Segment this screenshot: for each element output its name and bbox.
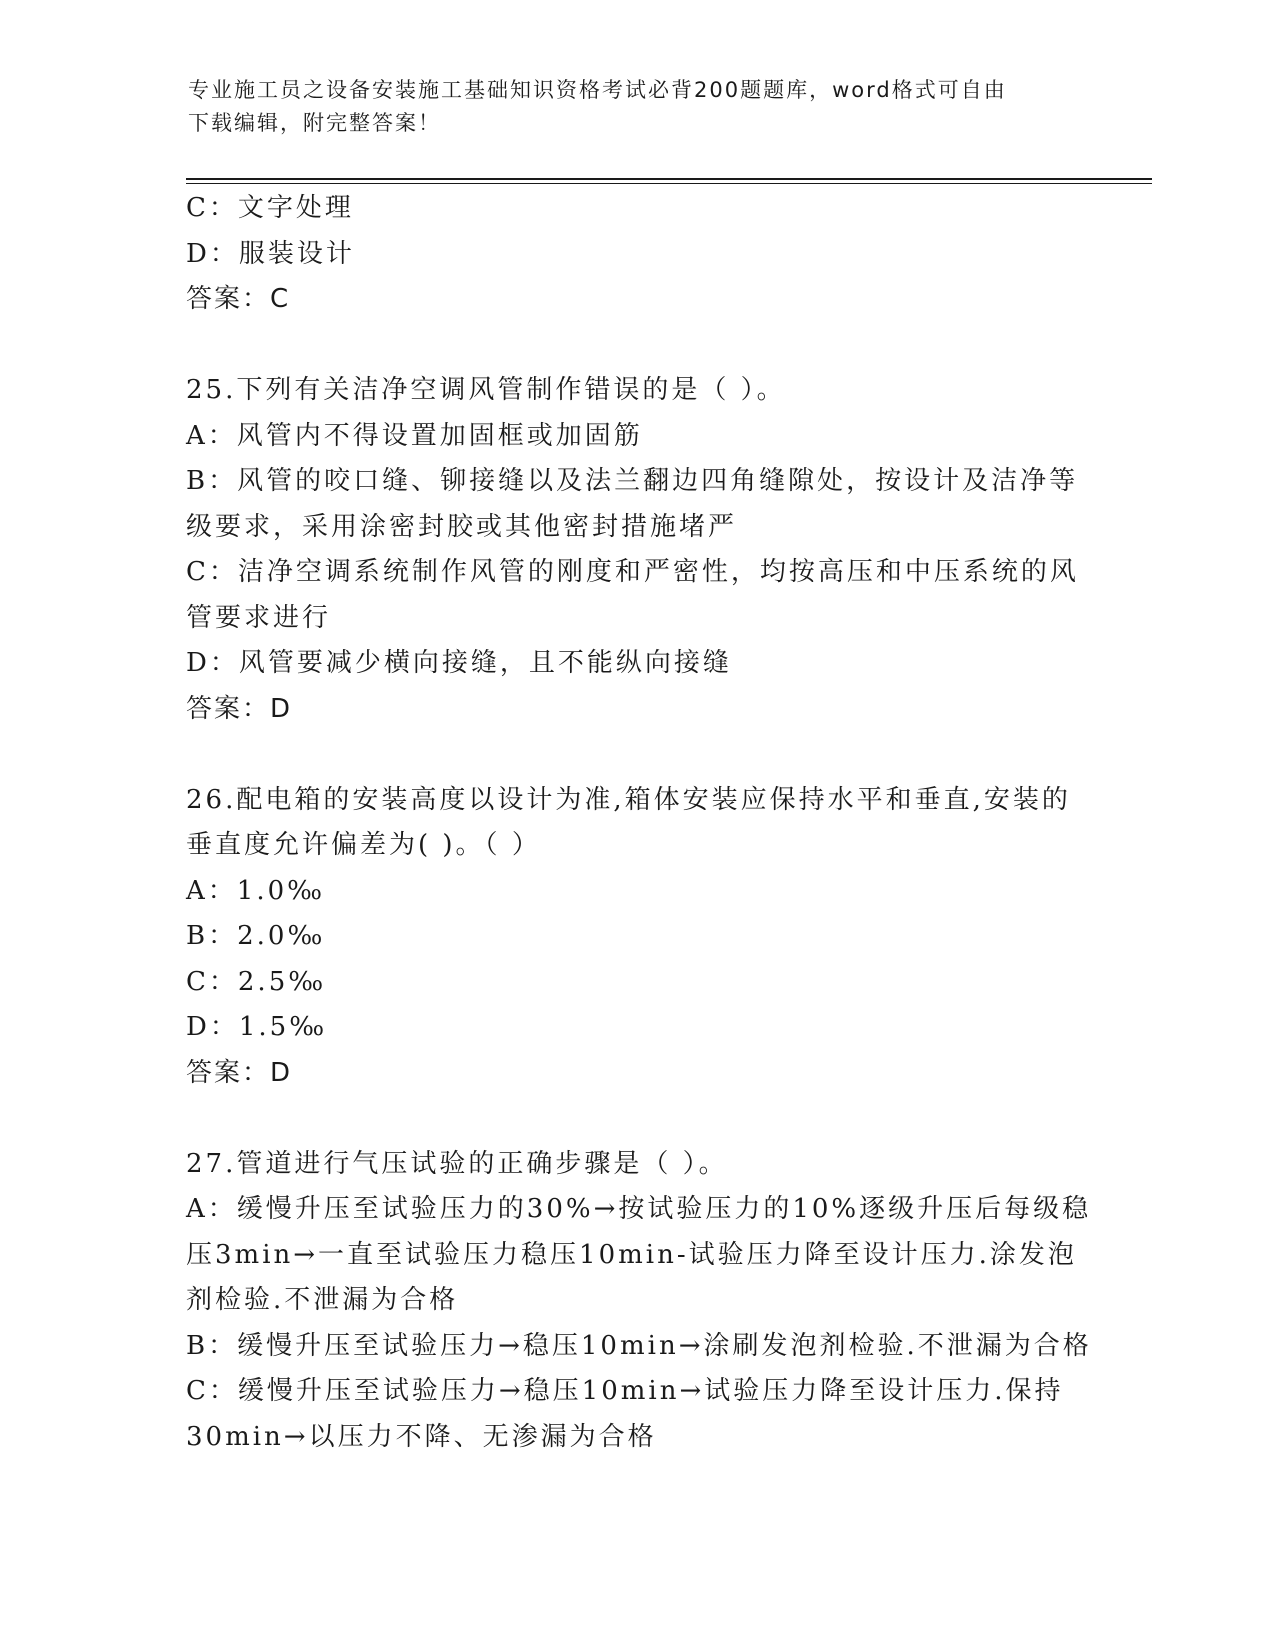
q26-option-c: C：2.5‰ [186,966,327,997]
header-rule-thin [186,183,1152,184]
spacer [186,1096,1086,1142]
q25-option-b-line-1: B：风管的咬口缝、铆接缝以及法兰翻边四角缝隙处，按设计及洁净等 [186,466,1079,496]
q24-option-d: D：服装设计 [186,238,355,269]
q26-option-a: A：1.0‰ [186,875,326,906]
q27-option-a-line-1: A：缓慢升压至试验压力的30%→按试验压力的10%逐级升压后每级稳 [186,1194,1092,1224]
q26-answer: 答案：D [186,1057,293,1088]
q26-option-d: D：1.5‰ [186,1012,328,1042]
q27-option-a-line-3: 剂检验.不泄漏为合格 [186,1285,459,1315]
q27-option-c-line-1: C：缓慢升压至试验压力→稳压10min→试验压力降至设计压力.保持 [186,1376,1064,1406]
header-rule-thick [186,178,1152,180]
q24-option-c: C：文字处理 [186,193,354,223]
q27-stem: 27.管道进行气压试验的正确步骤是（ ）。 [186,1148,728,1179]
q25-option-c-line-1: C：洁净空调系统制作风管的刚度和严密性，均按高压和中压系统的风 [186,557,1079,587]
q27-option-c-line-2: 30min→以压力不降、无渗漏为合格 [186,1421,657,1452]
q27-option-a-line-2: 压3min→一直至试验压力稳压10min-试验压力降至设计压力.涂发泡 [186,1239,1077,1270]
spacer [186,732,1086,778]
q25-option-a: A：风管内不得设置加固框或加固筋 [186,420,643,451]
q26-stem-line-1: 26.配电箱的安装高度以设计为准,箱体安装应保持水平和垂直,安装的 [186,784,1071,815]
question-content [186,186,1092,1460]
q25-answer: 答案：D [186,693,293,724]
header-line-2: 下载编辑，附完整答案！ [188,111,441,135]
document-header [188,74,1068,140]
spacer [186,323,1086,369]
q25-option-c-line-2: 管要求进行 [186,602,332,633]
q25-stem: 25.下列有关洁净空调风管制作错误的是（ ）。 [186,375,786,405]
q26-option-b: B：2.0‰ [186,921,326,951]
q26-stem-line-2: 垂直度允许偏差为( )。（ ） [186,830,541,860]
q27-option-b: B：缓慢升压至试验压力→稳压10min→涂刷发泡剂检验.不泄漏为合格 [186,1330,1092,1361]
q25-option-b-line-2: 级要求，采用涂密封胶或其他密封措施堵严 [186,511,738,542]
header-line-1: 专业施工员之设备安装施工基础知识资格考试必背200题题库，word格式可自由 [188,78,1007,102]
q25-option-d: D：风管要减少横向接缝，且不能纵向接缝 [186,648,732,678]
q24-answer: 答案：C [186,284,291,314]
